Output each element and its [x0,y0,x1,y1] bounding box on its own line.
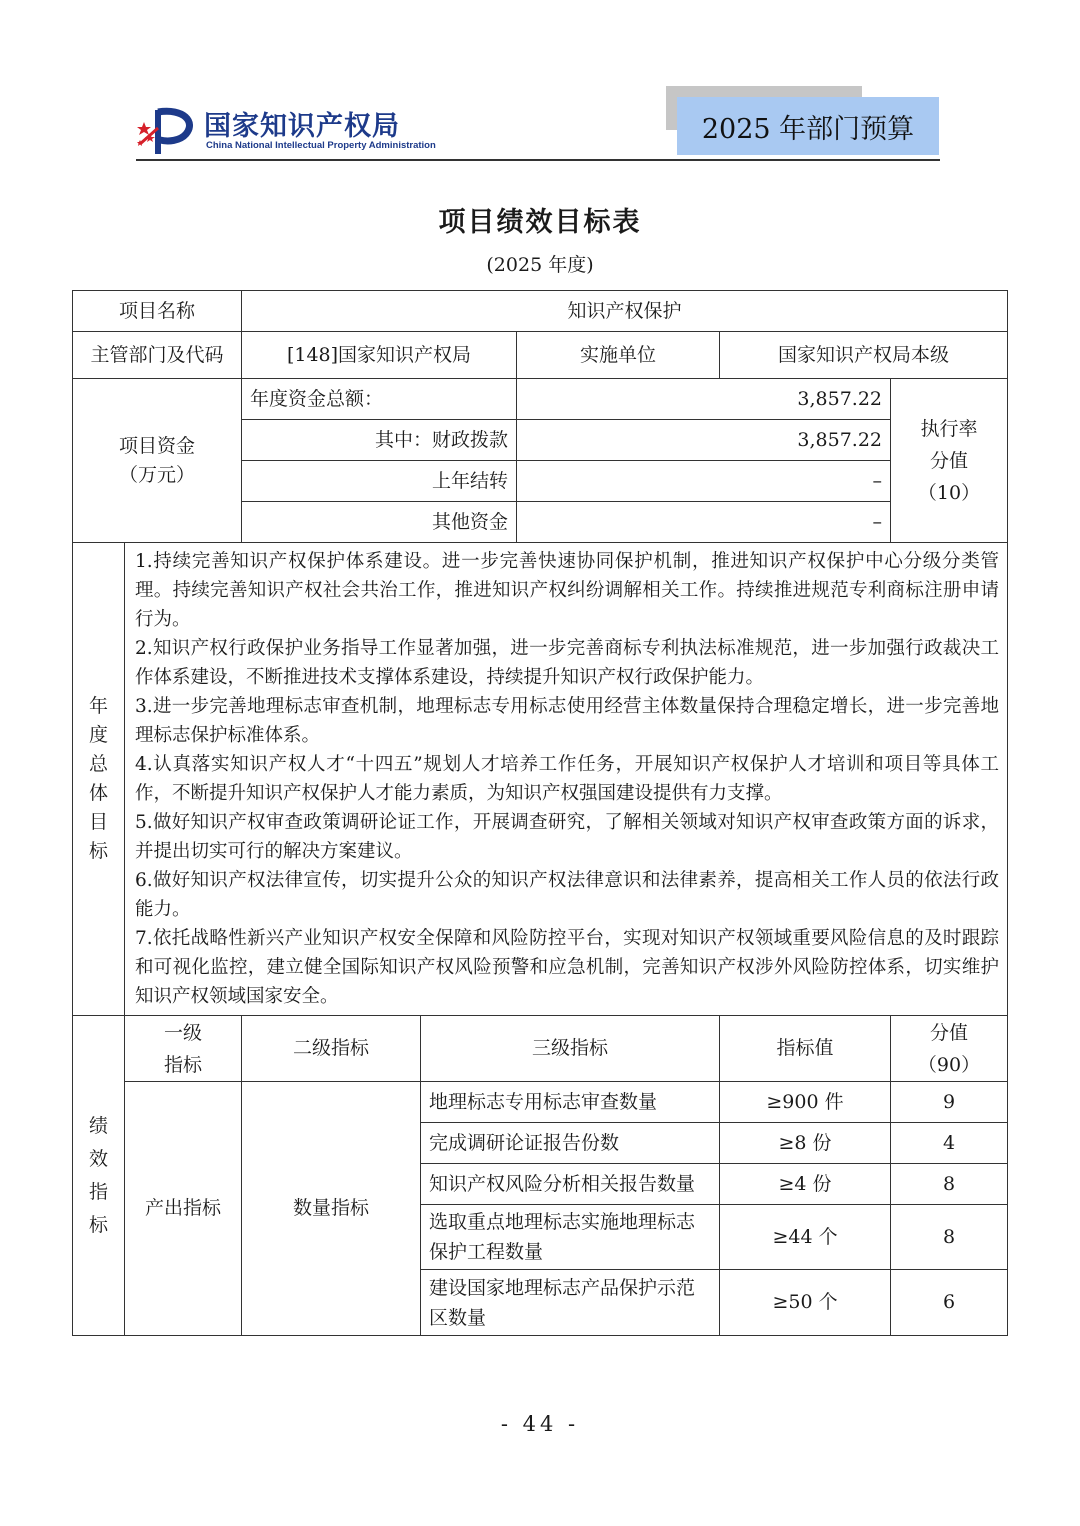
impl-label: 实施单位 [517,332,720,379]
project-name-label: 项目名称 [73,291,242,332]
indicator-score: 8 [891,1205,1008,1270]
funds-carryover: – [517,461,891,502]
header-level2: 二级指标 [242,1016,421,1082]
level2-quantity: 数量指标 [242,1082,421,1336]
header-level3: 三级指标 [421,1016,720,1082]
level1-output: 产出指标 [125,1082,242,1336]
funds-other-label: 其他资金 [242,502,517,543]
org-name-cn: 国家知识产权局 [204,111,400,142]
funds-other: – [517,502,891,543]
indicator-name: 选取重点地理标志实施地理标志保护工程数量 [421,1205,720,1270]
performance-table [72,290,1008,1336]
exec-score-label: 分值 [930,449,969,472]
project-name: 知识产权保护 [242,291,1008,332]
indicator-score: 6 [891,1270,1008,1336]
funds-label-cell [73,379,242,543]
goal-item: 7.依托战略性新兴产业知识产权安全保障和风险防控平台，实现对知识产权领域重要风险信息的及时跟踪和可视化监控，建立健全国际知识产权风险预警和应急机制，完善知识产权涉外风险防控体系，切实维护知识产权领域国家安全。 [135,928,1000,1007]
indicator-name: 建设国家地理标志产品保护示范区数量 [421,1270,720,1336]
page-number: - 44 - [500,1412,580,1436]
annual-goals-label: 年 度 总 体 目 标 [73,543,125,1016]
funds-total: 3,857.22 [517,379,891,420]
funds-unit: （万元） [119,463,196,486]
goal-item: 6.做好知识产权法律宣传，切实提升公众的知识产权法律意识和法律素养，提高相关工作人员的依法行政能力。 [135,870,1000,920]
page-title: 项目绩效目标表 [438,207,642,238]
cnipa-emblem-icon [136,104,198,156]
goal-item: 4.认真落实知识产权人才“十四五”规划人才培养工作任务，开展知识产权保护人才培训和项目等具体工作，不断提升知识产权保护人才能力素质，为知识产权强国建设提供有力支撑。 [135,754,1000,804]
funds-total-label: 年度资金总额： [242,379,517,420]
funds-label: 项目资金 [119,434,196,457]
goal-item: 1.持续完善知识产权保护体系建设。进一步完善快速协同保护机制，推进知识产权保护中心分级分类管理。持续完善知识产权社会共治工作，推进知识产权纠纷调解相关工作。持续推进规范专利商标注册申请行为。 [135,551,1000,630]
page-subtitle: (2025 年度) [486,254,594,276]
cnipa-logo [136,100,436,160]
goal-item: 5.做好知识产权审查政策调研论证工作，开展调查研究，了解相关领域对知识产权审查政策方面的诉求，并提出切实可行的解决方案建议。 [135,812,1000,862]
header-value: 指标值 [720,1016,891,1082]
indicator-name: 知识产权风险分析相关报告数量 [421,1164,720,1205]
exec-rate-label: 执行率 [920,417,978,440]
header-doc-label: 2025 年部门预算 [677,97,939,155]
exec-score-value: （10） [917,481,981,504]
funds-carryover-label: 上年结转 [242,461,517,502]
dept-value: [148]国家知识产权局 [242,332,517,379]
indicator-name: 完成调研论证报告份数 [421,1123,720,1164]
indicator-name: 地理标志专用标志审查数量 [421,1082,720,1123]
indicator-value: ≥44 个 [720,1205,891,1270]
header-level1: 一级 指标 [125,1016,242,1082]
header-rule [136,159,940,161]
dept-label: 主管部门及代码 [73,332,242,379]
indicator-score: 8 [891,1164,1008,1205]
indicator-value: ≥4 份 [720,1164,891,1205]
perf-indicators-label: 绩 效 指 标 [73,1016,125,1336]
funds-fiscal: 3,857.22 [517,420,891,461]
indicator-score: 9 [891,1082,1008,1123]
exec-rate-cell [891,379,1008,543]
indicator-value: ≥900 件 [720,1082,891,1123]
annual-goals [125,543,1008,1016]
goal-item: 3.进一步完善地理标志审查机制，地理标志专用标志使用经营主体数量保持合理稳定增长，进一步完善地理标志保护标准体系。 [135,696,1000,746]
org-name-en: China National Intellectual Property Administration [206,140,436,151]
impl-value: 国家知识产权局本级 [720,332,1008,379]
funds-fiscal-label: 其中：财政拨款 [242,420,517,461]
goal-item: 2.知识产权行政保护业务指导工作显著加强，进一步完善商标专利执法标准规范，进一步加强行政裁决工作体系建设，不断推进技术支撑体系建设，持续提升知识产权行政保护能力。 [135,638,1000,688]
indicator-score: 4 [891,1123,1008,1164]
indicator-value: ≥8 份 [720,1123,891,1164]
header-score: 分值 （90） [891,1016,1008,1082]
indicator-value: ≥50 个 [720,1270,891,1336]
